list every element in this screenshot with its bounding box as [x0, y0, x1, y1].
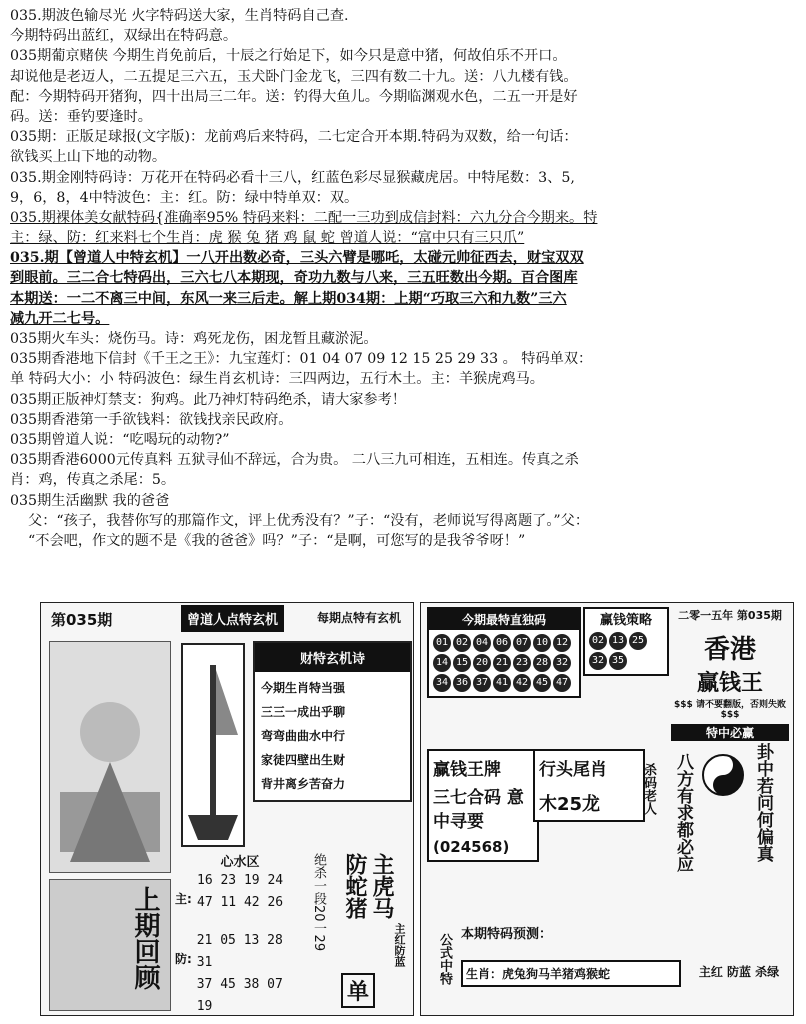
- number-ball: 14: [433, 654, 451, 672]
- brand-box: [427, 749, 539, 862]
- predict-title: 本期特码预测：: [461, 927, 553, 942]
- hot-numbers-box: [427, 607, 581, 698]
- text-line: 9，6，8，4中特波色：主：红。防：绿中特单双：双。: [10, 189, 359, 206]
- strategy-balls: [585, 628, 667, 674]
- text-line: 035.期裸体美女献特码{准确率95% 特码来料：二配一三功到成信封料：六九分合今期来。特: [10, 209, 598, 226]
- win-king-box: [671, 607, 789, 741]
- predict-box: [461, 923, 681, 987]
- number-ball: 04: [473, 634, 491, 652]
- text-line: 035期生活幽默 我的爸爸: [10, 492, 170, 509]
- tail-value: 木25龙: [539, 794, 601, 815]
- strategy-box: [583, 607, 669, 676]
- defend-numbers: [197, 930, 305, 1016]
- poem-line: 今期生肖特当强: [261, 681, 346, 695]
- poem-line: 三三一成出乎聊: [261, 705, 346, 719]
- number-ball: 41: [493, 674, 511, 692]
- text-line: 035期：正版足球报(文字版)：龙前鸡后来特码，二七定合开本期.特码为双数，给一句话：: [10, 129, 578, 146]
- banner-title: 曾道人点特玄机: [181, 605, 284, 632]
- main-numbers: [197, 870, 283, 914]
- issue-number: 第035期: [51, 611, 113, 629]
- tail-box: [533, 749, 645, 822]
- number-ball: 20: [473, 654, 491, 672]
- number-ball: 02: [589, 632, 607, 650]
- number-ball: 23: [513, 654, 531, 672]
- number-ball: 35: [609, 652, 627, 670]
- formula-label: 公式中特: [437, 933, 452, 985]
- ball-grid: [429, 630, 579, 696]
- boat-illustration: [181, 643, 245, 847]
- combo-code: (024568): [433, 838, 510, 856]
- zodiac-defend: 防蛇猪: [342, 853, 367, 919]
- old-man-label: 杀码老人: [641, 763, 656, 815]
- number-ball: 42: [513, 674, 531, 692]
- poem-title: 财特玄机诗: [255, 643, 410, 672]
- number-ball: 12: [553, 634, 571, 652]
- text-line: 欲钱买上山下地的动物。: [10, 149, 167, 166]
- poem-box: [253, 641, 412, 802]
- text-line: 肖：鸡，传真之杀尾：5。: [10, 472, 176, 489]
- number-ball: 37: [473, 674, 491, 692]
- kill-range: 绝杀一段20一29: [311, 853, 326, 952]
- number-row: 16 23 19 24: [197, 873, 284, 888]
- text-line: 035期香港地下信封《千王之王》：九宝莲灯：01 04 07 09 12 15 25 29 33 。 特码单双：: [10, 351, 593, 368]
- must-win: 特中必赢: [671, 724, 789, 741]
- number-row: 37 45 38 07 19: [196, 977, 283, 1014]
- text-line: 减九开二七号。: [10, 310, 110, 327]
- text-line: 父：“孩子，我替你写的那篇作文，评上优秀没有？”子：“没有，老师说写得离题了。”父：: [28, 512, 590, 529]
- text-line: 035.期【曾道人中特玄机】一八开出数必奇，三头六臂是哪吒，太碰元帅征西去，财宝双双: [10, 250, 584, 267]
- number-ball: 34: [433, 674, 451, 692]
- hot-title: 今期最特直独码: [429, 609, 579, 630]
- text-line: 单 特码大小：小 特码波色：绿生肖玄机诗：三四两边，五行木土。主：羊猴虎鸡马。: [10, 371, 544, 388]
- text-line: 035期香港第一手欲钱料：欲钱找亲民政府。: [10, 411, 293, 428]
- text-line: 主：绿、防：红来料七个生肖：虎 猴 兔 猪 鸡 鼠 蛇 曾道人说：“富中只有三只爪”: [10, 230, 525, 247]
- text-line: 本期送：一二不离三中间，东风一来三后走。解上期034期：上期“巧取三六和九数”三六: [10, 290, 567, 307]
- brand-title: 赢钱王牌: [433, 760, 501, 780]
- predict-zodiac: 生肖：虎兔狗马羊猪鸡猴蛇: [461, 960, 681, 987]
- text-block: [10, 6, 800, 551]
- center-label: 心水区: [220, 855, 260, 870]
- single-badge: 单: [341, 973, 375, 1008]
- warning-text: $$$ 请不要翻版，否则失败 $$$: [674, 700, 786, 720]
- text-line: “不会吧，作文的题不是《我的爸爸》吗？”子：“是啊，可您写的是我爷爷呀！”: [28, 532, 526, 549]
- number-ball: 45: [533, 674, 551, 692]
- treasure-illustration: [50, 642, 170, 872]
- right-panel: [420, 602, 794, 1016]
- text-line: 今期特码出蓝红，双绿出在特码意。: [10, 28, 238, 45]
- text-line: 到眼前。三二合七特码出，三六七八本期现，奇功九数与八来，三五旺数出今期。百合图库: [10, 270, 578, 287]
- text-line: 码。送：垂钓要逢时。: [10, 108, 152, 125]
- main-label: 主:: [175, 892, 192, 906]
- combo-text: 三七合码 意中寻要: [433, 788, 524, 832]
- yinyang-icon: [701, 753, 745, 833]
- text-line: 035.期波色输尽光 火字特码送大家，生肖特码自己查.: [10, 8, 349, 24]
- review-label: 上期回顾: [130, 886, 160, 990]
- defend-label: 防:: [175, 952, 192, 966]
- number-ball: 13: [609, 632, 627, 650]
- text-line: 配：今期特码开猪狗，四十出局三二年。送：钓得大鱼儿。今期临渊观水色，二五一开是好: [10, 88, 578, 105]
- color-pick: 主红防蓝: [393, 923, 406, 967]
- lottery-collage: [40, 602, 792, 1014]
- number-ball: 02: [453, 634, 471, 652]
- win-king-title: 赢钱王: [696, 671, 763, 696]
- number-ball: 25: [629, 632, 647, 650]
- text-line: 035期火车头：烧伤马。诗：鸡死龙伤，困龙暂且藏淤泥。: [10, 331, 378, 347]
- number-ball: 32: [553, 654, 571, 672]
- text-line: 035.期金刚特码诗：万花开在特码必看十三八，红蓝色彩尽显猴藏虎居。中特尾数：3、5,: [10, 169, 575, 186]
- tail-title: 行头尾肖: [539, 760, 607, 780]
- left-panel: [40, 602, 414, 1016]
- fire-pick: 主红 防蓝 杀绿: [698, 965, 780, 979]
- number-ball: 15: [453, 654, 471, 672]
- number-ball: 28: [533, 654, 551, 672]
- number-row: 47 11 42 26: [197, 895, 284, 910]
- number-ball: 06: [493, 634, 511, 652]
- number-area: [175, 851, 305, 1016]
- text-line: 却说他是老迈人，二五提足三六五，玉犬卧门金龙飞，三四有数二十九。送：八九楼有钱。: [10, 68, 578, 85]
- number-ball: 01: [433, 634, 451, 652]
- poem-lines: [255, 672, 410, 800]
- number-row: 21 05 13 28 31: [196, 933, 283, 970]
- year-issue: 二零一五年 第035期: [678, 609, 782, 622]
- poem-line: 背井离乡苦奋力: [261, 777, 346, 791]
- text-line: 035期曾道人说：“吃喝玩的动物?”: [10, 431, 230, 448]
- number-ball: 32: [589, 652, 607, 670]
- illustration-box: [49, 641, 171, 873]
- number-ball: 07: [513, 634, 531, 652]
- strategy-title: 赢钱策略: [599, 613, 652, 628]
- poem-line: 家徒四壁出生财: [261, 753, 346, 767]
- zodiac-main: 主虎马: [369, 853, 394, 919]
- text-line: 035期葡京赌侠 今期生肖免前后，十辰之行始足下，如今只是意中猪，何故伯乐不开口。: [10, 48, 567, 65]
- number-ball: 10: [533, 634, 551, 652]
- number-ball: 36: [453, 674, 471, 692]
- text-line: 035期香港6000元传真料 五狱寻仙不辞远，合为贵。 二八三九可相连，五相连。传真之杀: [10, 452, 579, 469]
- verse-line: 八方有求都必应: [673, 753, 693, 872]
- banner-subtitle: 每期点特有玄机: [317, 611, 402, 625]
- verse-line-2: 卦中若问何偏真: [753, 743, 773, 862]
- number-ball: 21: [493, 654, 511, 672]
- number-ball: 47: [553, 674, 571, 692]
- hk-title: 香港: [703, 635, 756, 665]
- text-line: 035期正版神灯禁支：狗鸡。此乃神灯特码绝杀，请大家参考！: [10, 391, 406, 408]
- review-box: [49, 879, 171, 1011]
- poem-line: 弯弯曲曲水中行: [261, 729, 346, 743]
